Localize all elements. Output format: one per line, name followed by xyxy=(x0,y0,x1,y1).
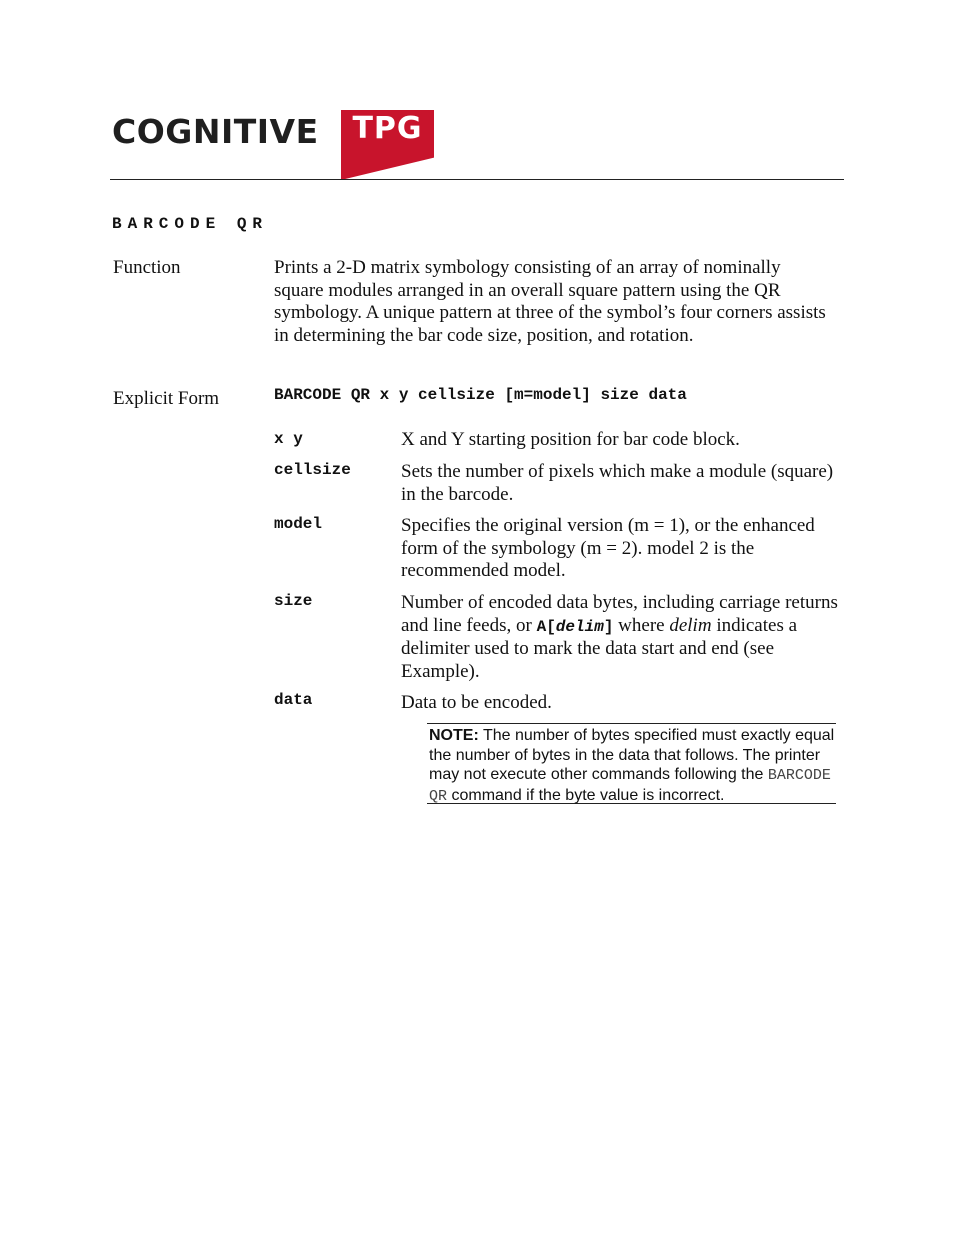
size-code-delim: delim xyxy=(555,617,604,636)
size-desc-part-a: Number of encoded data bytes, including carriage returns and line feeds, or xyxy=(401,592,838,636)
note-label: NOTE: xyxy=(429,727,479,744)
param-desc-xy: X and Y starting position for bar code block. xyxy=(401,429,740,450)
size-code-open: A[ xyxy=(536,617,556,636)
note-code: BARCODE QR xyxy=(429,767,831,805)
size-code-close: ] xyxy=(603,617,614,636)
param-desc-model: Specifies the original version (m = 1), or the enhanced form of the symbology (m = 2). model 2 is the recommended model. xyxy=(401,515,815,581)
size-desc-part-b: where xyxy=(613,614,670,636)
param-name-xy: x y xyxy=(274,430,303,448)
header-rule xyxy=(110,179,844,180)
size-desc-delim: delim xyxy=(669,614,712,636)
param-desc-size xyxy=(401,592,841,683)
logo-flag-text: TPG xyxy=(352,111,423,146)
logo-wordmark: COGNITIVE xyxy=(112,112,319,151)
note-text-a: The number of bytes specified must exactly equal the number of bytes in the data that follows. The printer may not execute other commands following the xyxy=(429,727,835,783)
note-box xyxy=(427,723,836,804)
function-text: Prints a 2-D matrix symbology consisting of an array of nominally square modules arranged in an overall square pattern using the QR symbology. A unique pattern at three of the symbol’s four corners assists in determining the bar code size, position, and rotation. xyxy=(274,257,826,346)
param-name-size: size xyxy=(274,592,313,610)
size-desc-part-c: indicates a delimiter used to mark the data start and end (see Example). xyxy=(401,614,798,682)
param-name-data: data xyxy=(274,691,313,709)
explicit-form-syntax: BARCODE QR x y cellsize [m=model] size data xyxy=(274,386,687,404)
explicit-form-label: Explicit Form xyxy=(113,388,220,409)
function-label: Function xyxy=(113,257,181,278)
param-desc-cellsize: Sets the number of pixels which make a module (square) in the barcode. xyxy=(401,461,834,505)
param-desc-data: Data to be encoded. xyxy=(401,692,552,713)
company-logo xyxy=(110,110,440,180)
param-name-cellsize: cellsize xyxy=(274,461,351,479)
note-text-b: command if the byte value is incorrect. xyxy=(447,786,725,804)
param-name-model: model xyxy=(274,515,323,533)
section-heading: BARCODE QR xyxy=(112,215,269,233)
